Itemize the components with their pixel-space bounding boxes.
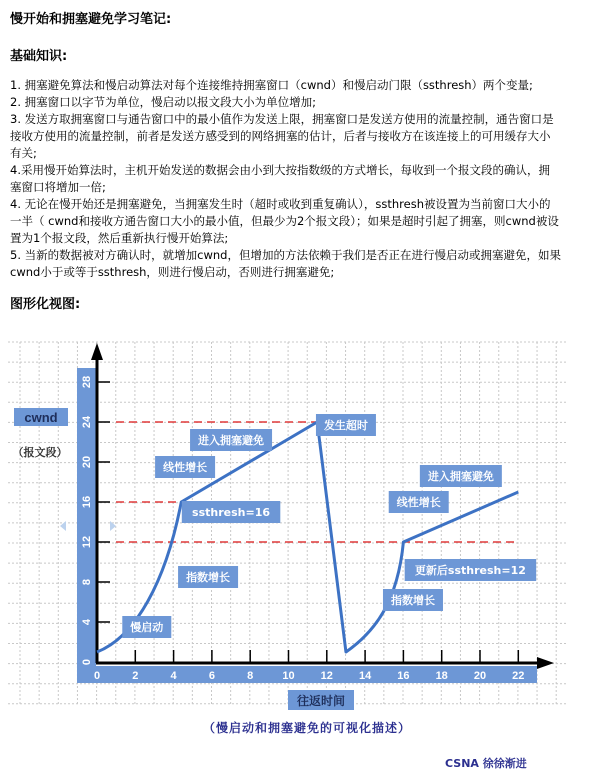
list-item-line: 3. 发送方取拥塞窗口与通告窗口中的最小值作为发送上限，拥塞窗口是发送方使用的流量控制，通告窗口是 <box>10 112 554 126</box>
x-axis-arrow-icon <box>537 657 554 669</box>
annotation-label: 进入拥塞避免 <box>427 470 494 483</box>
page-title: 慢开始和拥塞避免学习笔记: <box>10 12 172 27</box>
y-axis-unit: （报文段） <box>12 446 68 459</box>
x-tick-label: 18 <box>435 670 448 682</box>
y-tick-label: 0 <box>81 658 93 666</box>
list-item <box>10 196 610 247</box>
graph-heading: 图形化视图: <box>10 297 81 312</box>
basics-heading: 基础知识: <box>10 49 68 64</box>
x-tick-label: 12 <box>320 670 333 682</box>
x-tick-label: 10 <box>282 670 295 682</box>
y-tick-label: 28 <box>81 375 93 389</box>
annotation-label: 指数增长 <box>186 571 231 584</box>
y-tick-label: 4 <box>81 618 93 626</box>
annotation-label: ssthresh=16 <box>192 506 271 519</box>
annotation-label: 发生超时 <box>323 419 368 432</box>
list-item-line: 接收方使用的流量控制，前者是发送方感受到的网络拥塞的估计，后者与接收方在该连接上的可用缓存大小 <box>10 129 551 143</box>
y-tick-label: 20 <box>81 455 93 469</box>
list-item-line: 4. 无论在慢开始还是拥塞避免，当拥塞发生时（超时或收到重复确认），ssthresh被设置为当前窗口大小的 <box>10 197 551 211</box>
x-tick-label: 6 <box>208 670 215 682</box>
list-item-line: 有关; <box>10 146 37 160</box>
x-tick-label: 22 <box>512 670 525 682</box>
list-item <box>10 77 610 94</box>
annotation-label: 更新后ssthresh=12 <box>414 564 526 577</box>
list-item-line: 一半（ cwnd和接收方通告窗口大小的最小值，但最少为2个报文段）；如果是超时引起了拥塞，则cwnd被设 <box>10 214 559 228</box>
list-item-line: 1. 拥塞避免算法和慢启动算法对每个连接维持拥塞窗口（cwnd）和慢启动门限（ssthresh）两个变量; <box>10 78 533 92</box>
y-tick-label: 16 <box>81 495 93 509</box>
y-axis-label: cwnd <box>24 410 58 425</box>
x-tick-label: 2 <box>132 670 139 682</box>
y-tick-label: 12 <box>81 535 93 549</box>
y-axis-band <box>77 368 96 683</box>
list-item-line: 5. 当新的数据被对方确认时，就增加cwnd，但增加的方法依赖于我们是否正在进行慢启动或拥塞避免，如果 <box>10 248 561 262</box>
annotation-label: 线性增长 <box>396 496 441 509</box>
y-tick-label: 8 <box>81 578 93 586</box>
list-item-line: 置为1个报文段，然后重新执行慢开始算法; <box>10 231 229 245</box>
list-item <box>10 247 610 281</box>
y-tick-label: 24 <box>81 415 93 429</box>
list-item <box>10 94 610 111</box>
annotation-label: 进入拥塞避免 <box>198 434 265 447</box>
list-item-line: cwnd小于或等于ssthresh，则进行慢启动，否则进行拥塞避免; <box>10 265 335 279</box>
y-axis-arrow-icon <box>91 343 103 360</box>
list-item-line: 2. 拥塞窗口以字节为单位，慢启动以报文段大小为单位增加; <box>10 95 316 109</box>
basics-list <box>10 77 610 281</box>
x-tick-label: 4 <box>170 670 177 682</box>
list-item-line: 塞窗口将增加一倍; <box>10 180 106 194</box>
annotation-label: 慢启动 <box>130 621 164 634</box>
x-axis-label: 往返时间 <box>296 694 346 708</box>
cwnd-chart <box>0 320 616 720</box>
figure-caption: （慢启动和拥塞避免的可视化描述） <box>203 721 412 735</box>
signature: CSNA 徐徐渐进 <box>445 757 527 770</box>
list-item <box>10 162 610 196</box>
x-tick-label: 8 <box>247 670 254 682</box>
x-tick-label: 20 <box>473 670 487 682</box>
list-item <box>10 111 610 162</box>
x-tick-label: 14 <box>358 670 372 682</box>
x-axis-band <box>77 666 537 683</box>
x-tick-label: 0 <box>93 670 101 682</box>
annotation-label: 线性增长 <box>163 461 208 474</box>
annotation-label: 指数增长 <box>390 594 435 607</box>
list-item-line: 4.采用慢开始算法时，主机开始发送的数据会由小到大按指数级的方式增长，每收到一个报文段的确认，拥 <box>10 163 550 177</box>
x-tick-label: 16 <box>397 670 410 682</box>
